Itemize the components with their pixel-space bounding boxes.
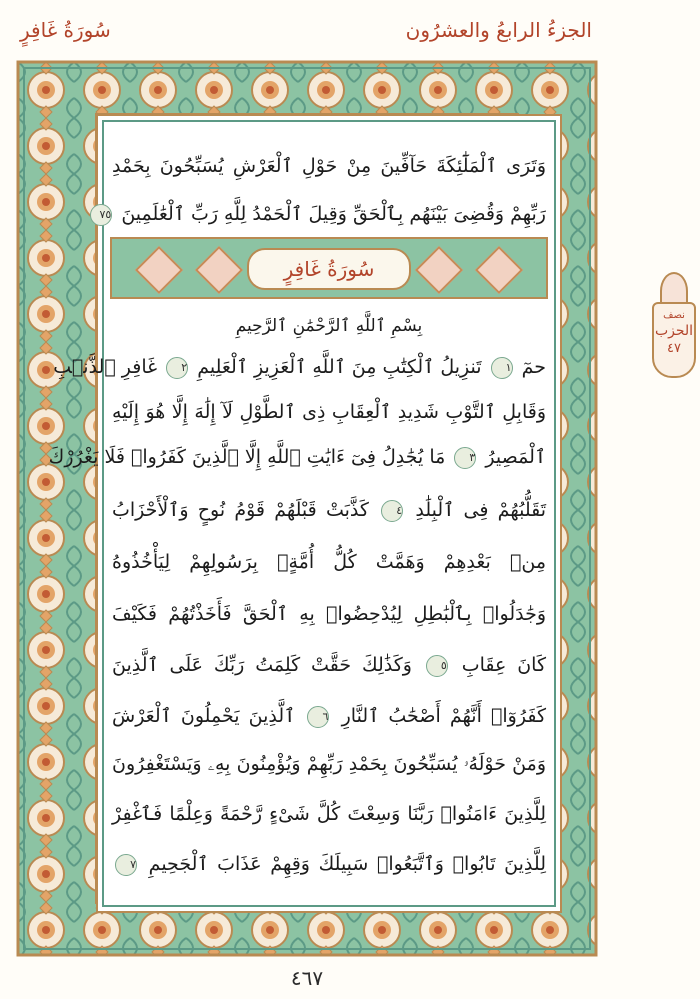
juz-header: الجزءُ الرابعُ والعشرُون xyxy=(405,18,592,42)
hizb-half-label: نصف xyxy=(663,310,685,321)
hizb-marker xyxy=(650,272,694,382)
verse-text: كَفَرُوٓا۟ أَنَّهُمْ أَصْحَٰبُ ٱلنَّارِ xyxy=(341,705,546,727)
verse-text: رَبِّهِمْ وَقُضِىَ بَيْنَهُم بِٱلْحَقِّ وَقِيلَ ٱلْحَمْدُ لِلَّهِ رَبِّ ٱلْعَٰلَمِينَ xyxy=(121,203,546,225)
page-text-area xyxy=(48,120,556,907)
verse-number-marker: ٦ xyxy=(307,706,329,728)
surah-title-banner xyxy=(110,237,548,299)
verse-line-8 xyxy=(112,590,546,638)
verse-number-marker: ٤ xyxy=(381,500,403,522)
page-number: ٤٦٧ xyxy=(290,966,324,990)
verse-text: كَذَّبَتْ قَبْلَهُمْ قَوْمُ نُوحٍ وَٱلْأَحْزَابُ xyxy=(112,499,369,521)
verse-text: مِنۢ بَعْدِهِمْ وَهَمَّتْ كُلُّ أُمَّةٍۭ بِرَسُولِهِمْ لِيَأْخُذُوهُ xyxy=(112,551,546,573)
verse-line-4 xyxy=(112,388,546,436)
verse-number-marker: ٥ xyxy=(426,655,448,677)
banner-ornament-icon xyxy=(415,246,463,294)
hizb-word: الحزب xyxy=(654,323,694,339)
verse-text: لِلَّذِينَ ءَامَنُوا۟ رَبَّنَا وَسِعْتَ كُلَّ شَىْءٍ رَّحْمَةً وَعِلْمًا فَٱغْفِرْ xyxy=(112,803,546,825)
verse-line-10 xyxy=(112,692,546,740)
verse-line-13 xyxy=(112,840,546,888)
verse-line-9 xyxy=(112,641,546,689)
verse-line-3 xyxy=(53,343,546,391)
verse-number-marker: ٣ xyxy=(454,447,476,469)
verse-number-marker: ١ xyxy=(491,357,513,379)
verse-line-11 xyxy=(112,740,546,788)
verse-line-1 xyxy=(112,142,546,190)
verse-text: ٱلَّذِينَ يَحْمِلُونَ ٱلْعَرْشَ xyxy=(112,705,296,727)
verse-number-marker: ٧٥ xyxy=(90,204,112,226)
banner-ornament-icon xyxy=(195,246,243,294)
verse-text: تَقَلُّبُهُمْ فِى ٱلْبِلَٰدِ xyxy=(415,499,547,521)
verse-text: لِلَّذِينَ تَابُوا۟ وَٱتَّبَعُوا۟ سَبِيلَكَ وَقِهِمْ عَذَابَ ٱلْجَحِيمِ xyxy=(148,853,546,875)
verse-line-7 xyxy=(112,538,546,586)
verse-text: كَانَ عِقَابِ xyxy=(461,654,546,676)
verse-line-2 xyxy=(99,190,546,238)
surah-header: سُورَةُ غَافِرٍ xyxy=(20,18,111,42)
hizb-number: ٤٧ xyxy=(667,341,681,356)
basmala-text: بِسْمِ ٱللَّهِ ٱلرَّحْمَٰنِ ٱلرَّحِيمِ xyxy=(235,316,423,336)
verse-text: وَكَذَٰلِكَ حَقَّتْ كَلِمَتُ رَبِّكَ عَلَى ٱلَّذِينَ xyxy=(112,654,412,676)
verse-text: تَنزِيلُ ٱلْكِتَٰبِ مِنَ ٱللَّهِ ٱلْعَزِيزِ ٱلْعَلِيمِ xyxy=(197,356,482,378)
verse-text: وَتَرَى ٱلْمَلَٰٓئِكَةَ حَآفِّينَ مِنْ حَوْلِ ٱلْعَرْشِ يُسَبِّحُونَ بِحَمْدِ xyxy=(112,155,546,177)
verse-text: وَجَٰدَلُوا۟ بِٱلْبَٰطِلِ لِيُدْحِضُوا۟ بِهِ ٱلْحَقَّ فَأَخَذْتُهُمْ فَكَيْفَ xyxy=(112,603,546,625)
verse-text: وَقَابِلِ ٱلتَّوْبِ شَدِيدِ ٱلْعِقَابِ ذِى ٱلطَّوْلِ لَآ إِلَٰهَ إِلَّا هُوَ إِلَيْهِ xyxy=(112,401,546,423)
verse-text: وَمَنْ حَوْلَهُۥ يُسَبِّحُونَ بِحَمْدِ رَبِّهِمْ وَيُؤْمِنُونَ بِهِۦ وَيَسْتَغْفِرُونَ xyxy=(112,753,546,775)
verse-text: حمٓ xyxy=(521,356,546,378)
hizb-label xyxy=(652,302,696,378)
verse-line-12 xyxy=(112,790,546,838)
verse-number-marker: ٧ xyxy=(115,854,137,876)
verse-text: غَافِرِ ٱلذَّنۢبِ xyxy=(53,356,158,378)
banner-ornament-icon xyxy=(135,246,183,294)
verse-number-marker: ٢ xyxy=(166,357,188,379)
verse-text: مَا يُجَٰدِلُ فِىٓ ءَايَٰتِ ٱللَّهِ إِلَّا ٱلَّذِينَ كَفَرُوا۟ فَلَا يَغْرُرْكَ xyxy=(48,446,446,468)
verse-text: ٱلْمَصِيرُ xyxy=(485,446,546,468)
surah-title: سُورَةُ غَافِرٍ xyxy=(247,248,411,290)
verse-line-5 xyxy=(48,433,546,481)
banner-ornament-icon xyxy=(475,246,523,294)
verse-line-6 xyxy=(112,486,546,534)
